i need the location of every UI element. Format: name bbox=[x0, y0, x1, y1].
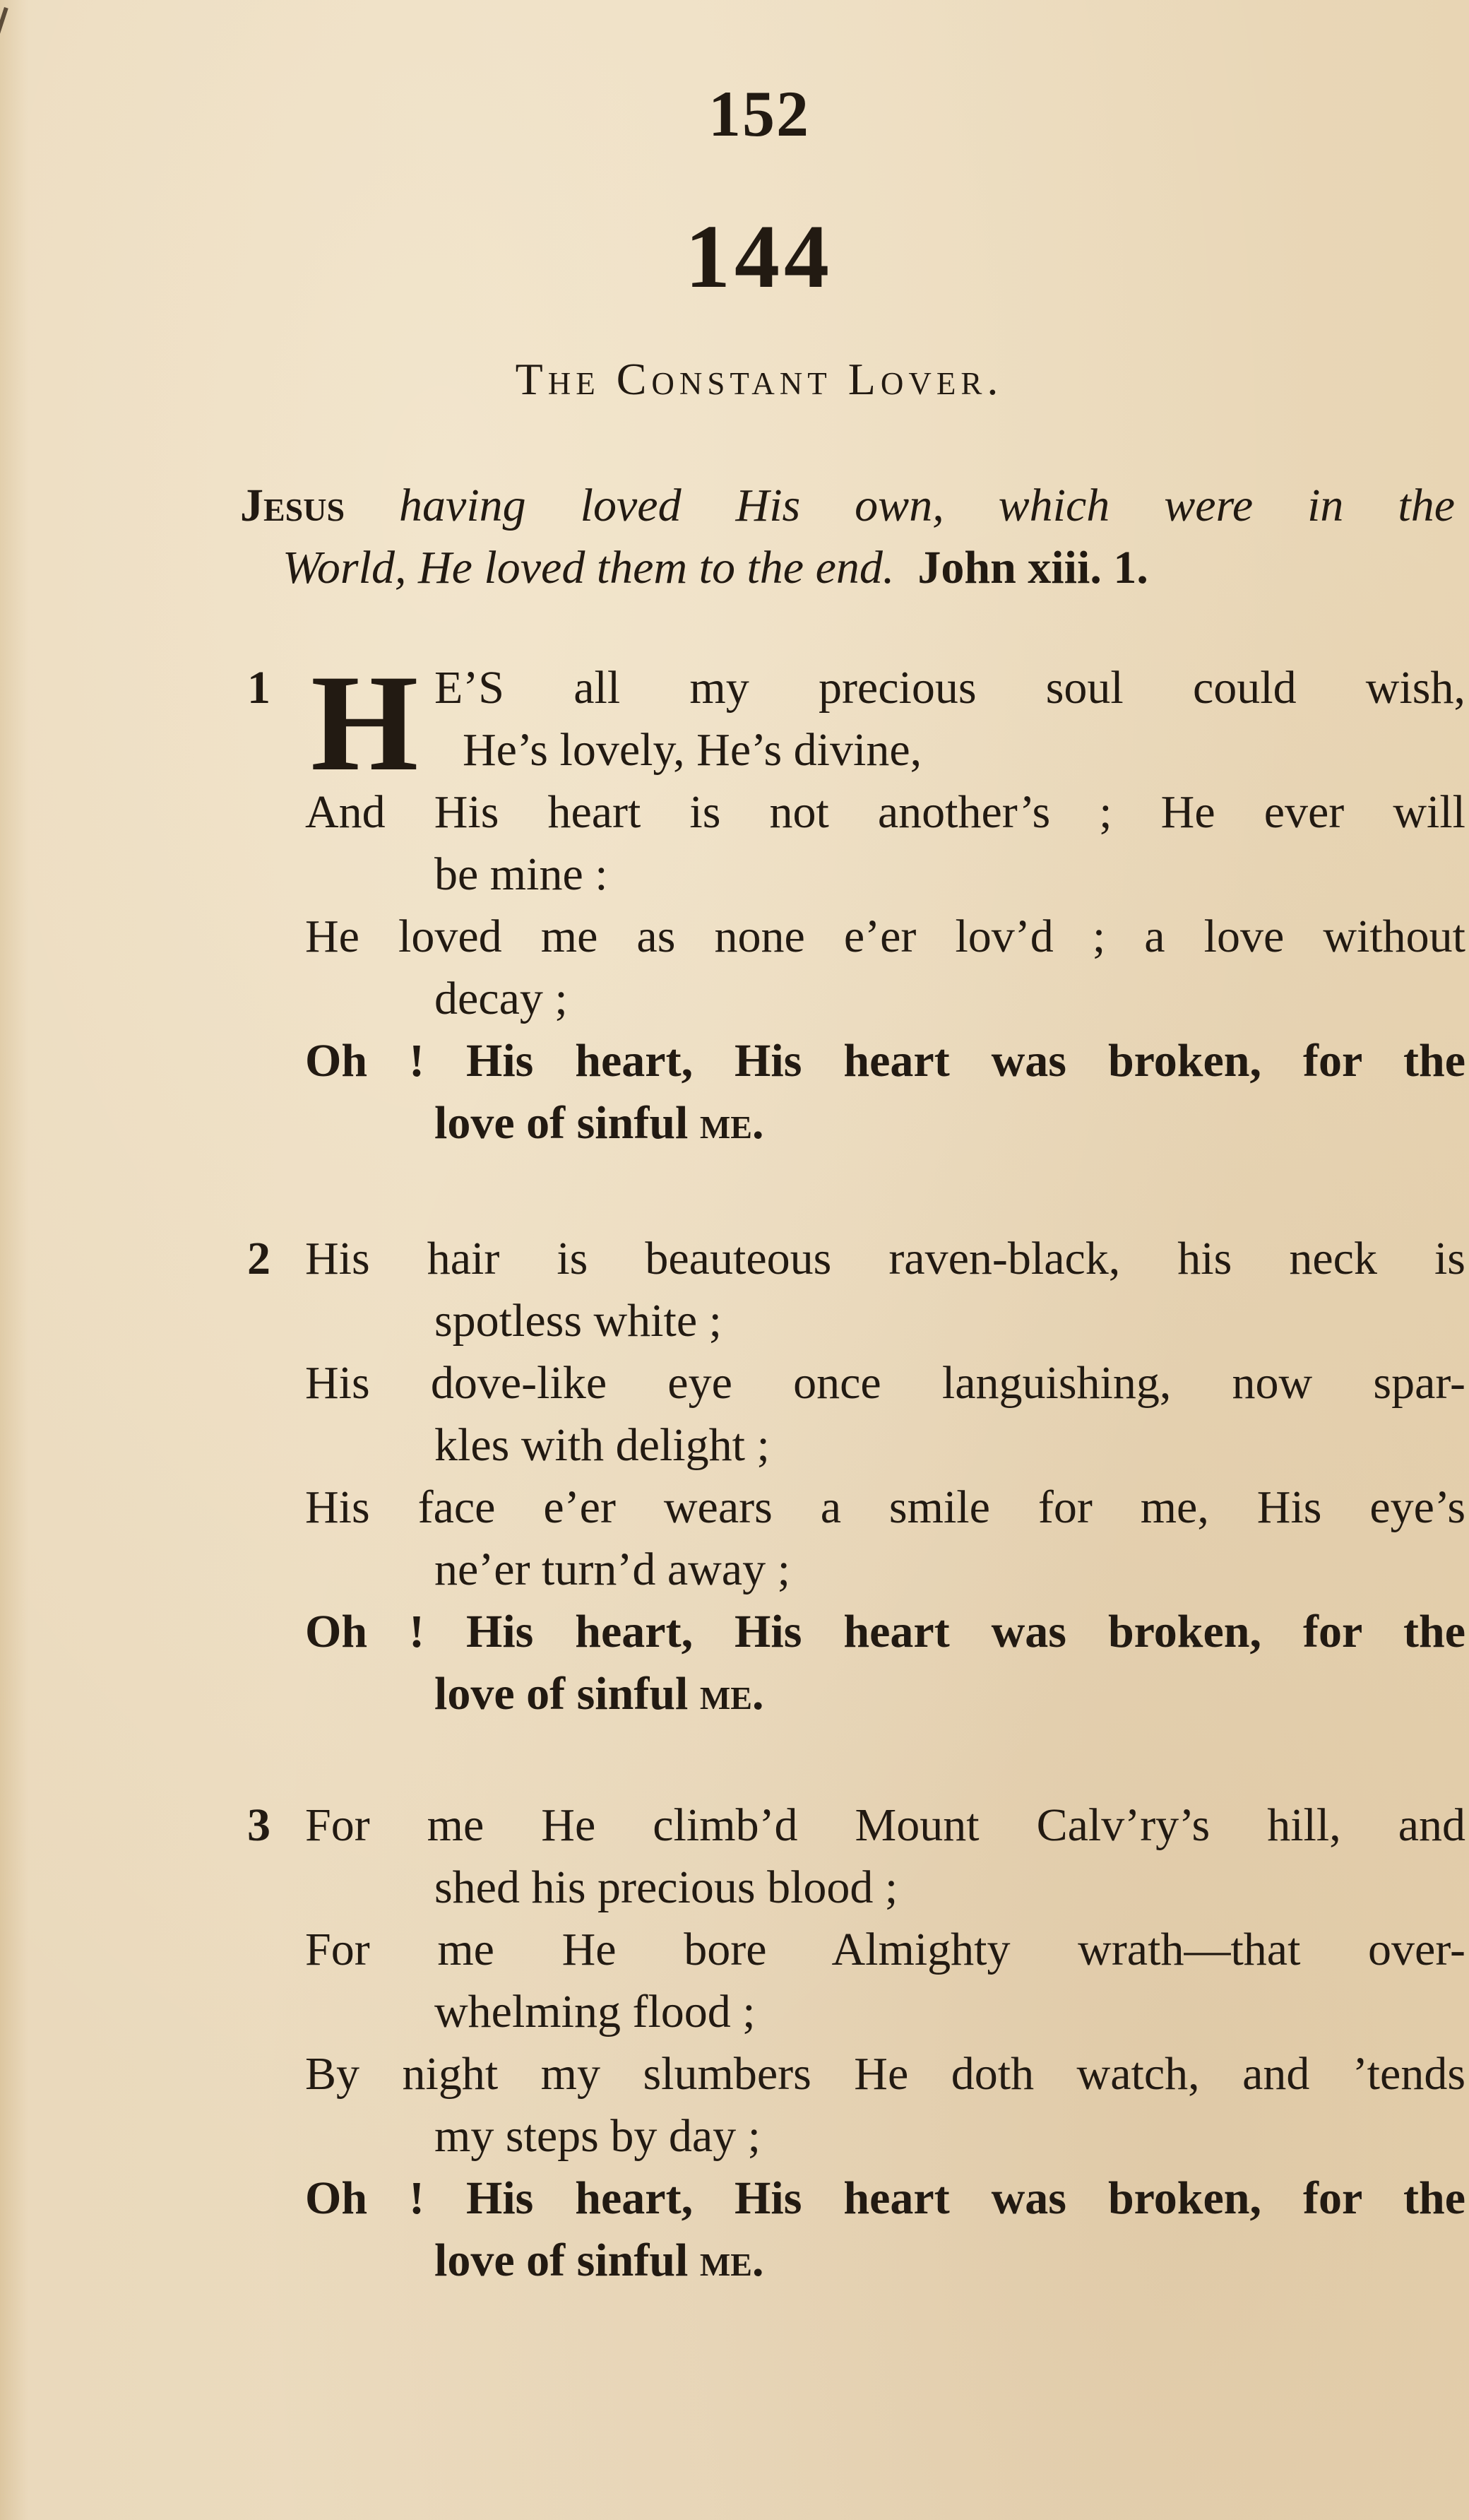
epigraph-text-2: World, He loved them to the end. bbox=[282, 542, 895, 593]
verse-line: He loved me as none e’er lov’d ; a love without bbox=[305, 911, 1465, 962]
verse-line: His hair is beauteous raven-black, his neck is bbox=[305, 1233, 1465, 1284]
page-edge-mark bbox=[0, 7, 8, 82]
verse-line: kles with delight ; bbox=[434, 1419, 770, 1471]
verse-line: His face e’er wears a smile for me, His eye’s bbox=[305, 1481, 1465, 1533]
drop-cap: H bbox=[311, 646, 419, 800]
refrain-emphasis: me. bbox=[699, 1668, 764, 1720]
verse-line: He’s lovely, He’s divine, bbox=[463, 724, 922, 776]
refrain-line: love of sinful me. bbox=[434, 2235, 764, 2286]
verse-line: spotless white ; bbox=[434, 1295, 722, 1347]
epigraph-line-2 bbox=[240, 537, 1455, 599]
verse-line: shed his precious blood ; bbox=[434, 1862, 898, 1913]
hymn-number: 144 bbox=[685, 206, 833, 307]
verse-number: 1 bbox=[247, 662, 270, 714]
verse-line: be mine : bbox=[434, 848, 608, 900]
verse-line: For me He bore Almighty wrath—that over- bbox=[305, 1924, 1465, 1975]
refrain-line: Oh ! His heart, His heart was broken, for the bbox=[305, 2172, 1465, 2224]
page-number: 152 bbox=[708, 78, 810, 150]
refrain-line: Oh ! His heart, His heart was broken, for the bbox=[305, 1606, 1465, 1657]
epigraph-reference: John xiii. 1. bbox=[917, 542, 1148, 593]
verse-line: For me He climb’d Mount Calv’ry’s hill, and bbox=[305, 1799, 1465, 1851]
epigraph bbox=[240, 475, 1455, 599]
verse-2 bbox=[247, 1228, 1465, 1725]
verse-line: ne’er turn’d away ; bbox=[434, 1544, 790, 1595]
verse-line: E’S all my precious soul could wish, bbox=[434, 662, 1465, 714]
verse-1 bbox=[247, 646, 1465, 1154]
verse-line: whelming flood ; bbox=[434, 1986, 756, 2037]
epigraph-text-1: having loved His own, which were in the bbox=[399, 480, 1455, 531]
verse-3 bbox=[247, 1794, 1465, 2292]
epigraph-author: Jesus bbox=[240, 480, 345, 531]
refrain-emphasis: me. bbox=[699, 1097, 764, 1149]
verse-line: By night my slumbers He doth watch, and ’tends bbox=[305, 2048, 1465, 2100]
epigraph-line-1 bbox=[240, 475, 1455, 537]
verse-line: my steps by day ; bbox=[434, 2110, 761, 2162]
refrain-line: Oh ! His heart, His heart was broken, for the bbox=[305, 1035, 1465, 1087]
verse-number: 2 bbox=[247, 1233, 270, 1284]
refrain-line: love of sinful me. bbox=[434, 1668, 764, 1720]
refrain-line: love of sinful me. bbox=[434, 1097, 764, 1149]
hymn-title: The Constant Lover. bbox=[515, 354, 1004, 404]
verse-line: His dove-like eye once languishing, now spar- bbox=[305, 1357, 1465, 1409]
verse-line: decay ; bbox=[434, 973, 568, 1024]
verse-line: And His heart is not another’s ; He ever will bbox=[305, 786, 1465, 838]
verse-number: 3 bbox=[247, 1799, 270, 1851]
refrain-emphasis: me. bbox=[699, 2235, 764, 2286]
